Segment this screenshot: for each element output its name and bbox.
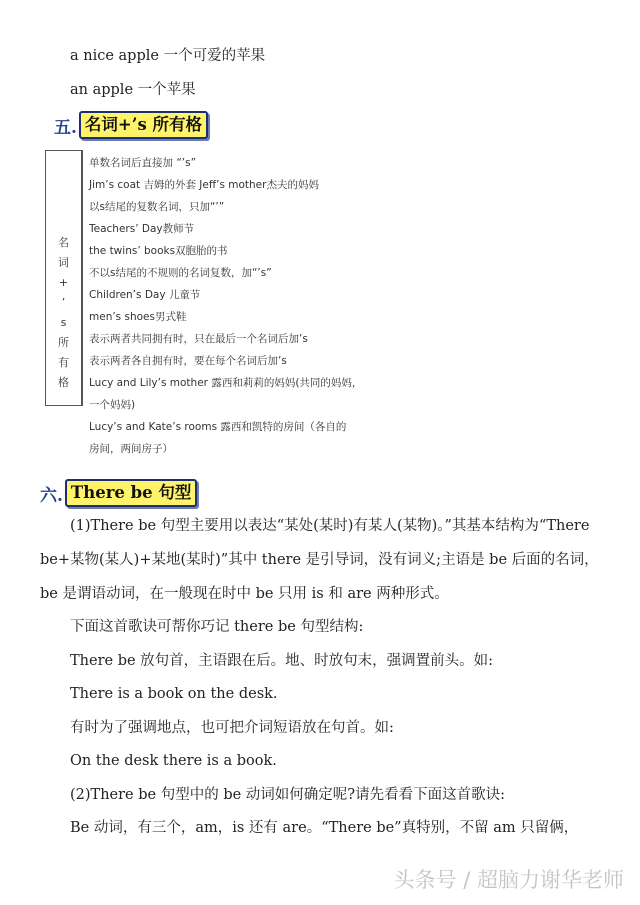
- section-5-heading: [54, 111, 208, 139]
- section-6-title: There be 句型: [65, 479, 198, 507]
- possessive-row: 房间，两间房子）: [89, 443, 173, 455]
- body-line: Be 动词，有三个，am，is 还有 are。“There be”真特别，不留 am 只留俩，: [70, 820, 579, 836]
- possessive-row: 以s结尾的复数名词，只加“’”: [89, 201, 225, 213]
- body-line: On the desk there is a book.: [70, 753, 277, 769]
- possessive-row: 单数名词后直接加 “’s”: [89, 157, 197, 169]
- section-5-title: 名词+’s 所有格: [79, 111, 208, 139]
- possessive-row: men’s shoes男式鞋: [89, 311, 187, 323]
- side-label-char: 有: [58, 356, 69, 369]
- side-label-char: ’: [61, 296, 66, 309]
- section-6-number: 六.: [40, 485, 63, 506]
- body-line: There be 放句首，主语跟在后。地、时放句末，强调置前头。如:: [70, 653, 494, 669]
- possessive-row: 一个妈妈): [89, 399, 136, 411]
- paragraph-1-line-1: (1)There be 句型主要用以表达“某处(某时)有某人(某物)。”其基本结构为“There: [70, 518, 590, 534]
- possessive-row: 不以s结尾的不规则的名词复数，加“’s”: [89, 267, 272, 279]
- example-line-2: an apple 一个苹果: [70, 82, 196, 98]
- body-line: 下面这首歌诀可帮你巧记 there be 句型结构:: [70, 619, 364, 635]
- possessive-row: Jim’s coat 吉姆的外套 Jeff’s mother杰夫的妈妈: [89, 179, 319, 191]
- possessive-table-side-label: [46, 233, 81, 393]
- side-label-char: +: [58, 276, 69, 289]
- section-5-number: 五.: [54, 117, 77, 138]
- possessive-table-divider: [82, 150, 83, 406]
- possessive-row: Lucy and Lily’s mother 露西和莉莉的妈妈(共同的妈妈，: [89, 377, 363, 389]
- paragraph-1-line-2: be+某物(某人)+某地(某时)”其中 there 是引导词，没有词义;主语是 be 后面的名词，: [40, 552, 599, 568]
- example-line-1: a nice apple 一个可爱的苹果: [70, 48, 266, 64]
- side-label-char: 格: [58, 376, 69, 389]
- side-label-char: 所: [58, 336, 69, 349]
- possessive-table-label-cell: [45, 150, 82, 406]
- possessive-row: 表示两者共同拥有时，只在最后一个名词后加’s: [89, 333, 308, 345]
- possessive-row: the twins’ books双胞胎的书: [89, 245, 228, 257]
- possessive-row: Teachers’ Day教师节: [89, 223, 195, 235]
- possessive-row: 表示两者各自拥有时，要在每个名词后加’s: [89, 355, 287, 367]
- watermark: 头条号 / 超脑力谢华老师: [393, 868, 624, 892]
- possessive-row: Children’s Day 儿童节: [89, 289, 201, 301]
- side-label-char: 名: [58, 236, 69, 249]
- side-label-char: 词: [58, 256, 69, 269]
- section-6-heading: [40, 479, 197, 507]
- body-line: 有时为了强调地点，也可把介词短语放在句首。如:: [70, 720, 394, 736]
- paragraph-1-line-3: be 是谓语动词，在一般现在时中 be 只用 is 和 are 两种形式。: [40, 586, 449, 602]
- body-line: (2)There be 句型中的 be 动词如何确定呢?请先看看下面这首歌诀:: [70, 787, 505, 803]
- body-line: There is a book on the desk.: [70, 686, 278, 702]
- side-label-char: s: [60, 316, 67, 329]
- possessive-row: Lucy’s and Kate’s rooms 露西和凯特的房间（各自的: [89, 421, 347, 433]
